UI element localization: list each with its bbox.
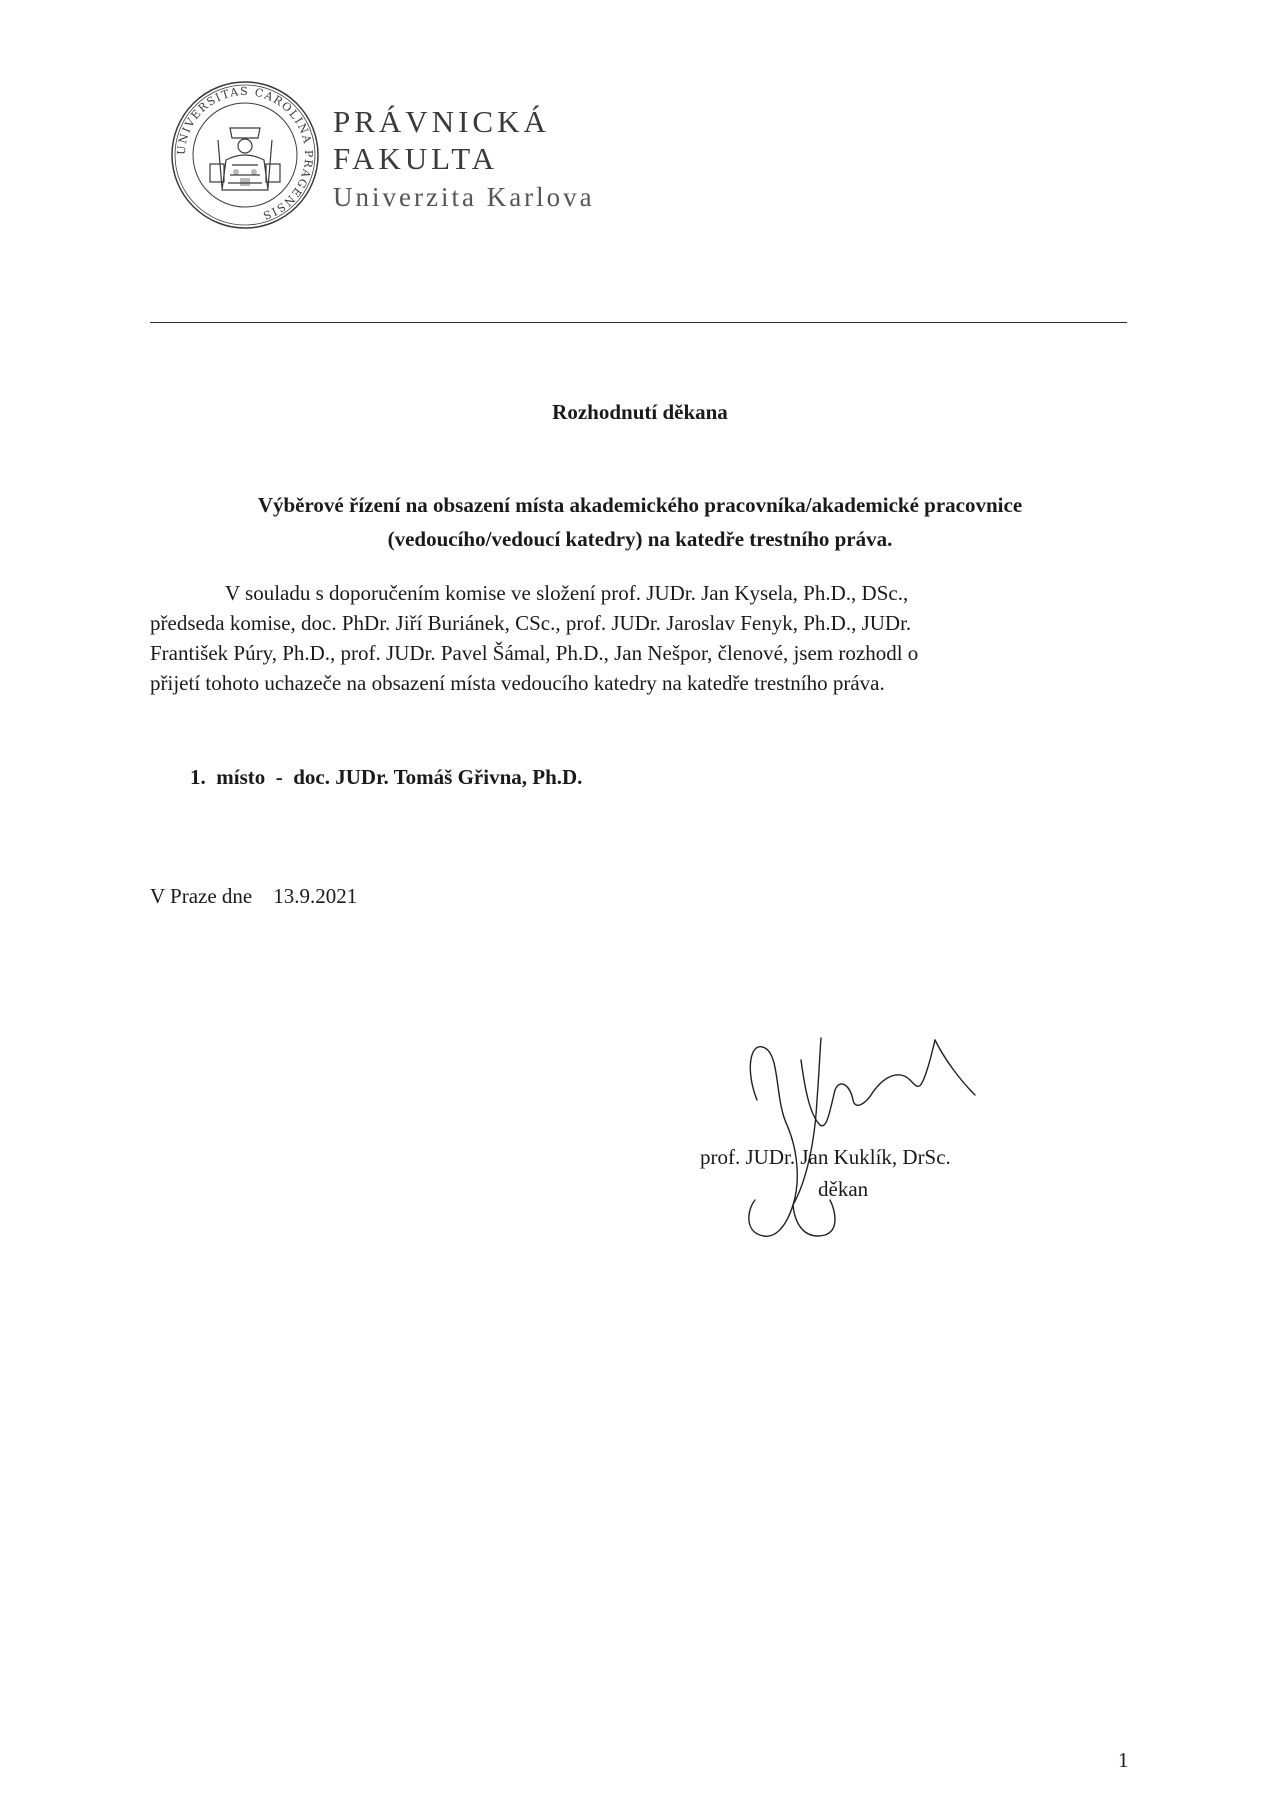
document-title: Rozhodnutí děkana bbox=[552, 400, 728, 424]
signer-role: děkan bbox=[818, 1177, 869, 1201]
university-name: Univerzita Karlova bbox=[333, 182, 595, 212]
paragraph-line: předseda komise, doc. PhDr. Jiří Buriánek, CSc., prof. JUDr. Jaroslav Fenyk, Ph.D., JUDr. bbox=[150, 611, 912, 635]
paragraph-line: František Púry, Ph.D., prof. JUDr. Pavel Šámal, Ph.D., Jan Nešpor, členové, jsem rozhodl o bbox=[150, 641, 919, 665]
page-number: 1 bbox=[1118, 1748, 1129, 1772]
date-line: V Praze dne 13.9.2021 bbox=[150, 884, 358, 908]
faculty-name bbox=[333, 106, 595, 211]
faculty-name-line2: FAKULTA bbox=[333, 141, 499, 176]
selection-result: 1. místo - doc. JUDr. Tomáš Gřivna, Ph.D. bbox=[190, 765, 583, 789]
faculty-name-line1: PRÁVNICKÁ bbox=[333, 104, 550, 139]
paragraph-line: V souladu s doporučením komise ve složení prof. JUDr. Jan Kysela, Ph.D., DSc., bbox=[225, 581, 909, 605]
signer-name: prof. JUDr. Jan Kuklík, DrSc. bbox=[700, 1145, 951, 1169]
subject-line: Výběrové řízení na obsazení místa akademického pracovníka/akademické pracovnice bbox=[257, 493, 1023, 517]
header-divider bbox=[150, 322, 1127, 323]
subject-line: (vedoucího/vedoucí katedry) na katedře trestního práva. bbox=[387, 527, 893, 551]
university-seal-icon bbox=[170, 80, 320, 230]
handwritten-signature-icon bbox=[735, 1030, 1015, 1250]
document-subject bbox=[150, 488, 1130, 556]
decision-paragraph bbox=[150, 578, 1130, 698]
paragraph-line: přijetí tohoto uchazeče na obsazení místa vedoucího katedry na katedře trestního práva. bbox=[150, 671, 885, 695]
seal-text: UNIVERSITAS CAROLINA PRAGENSIS bbox=[174, 84, 316, 223]
